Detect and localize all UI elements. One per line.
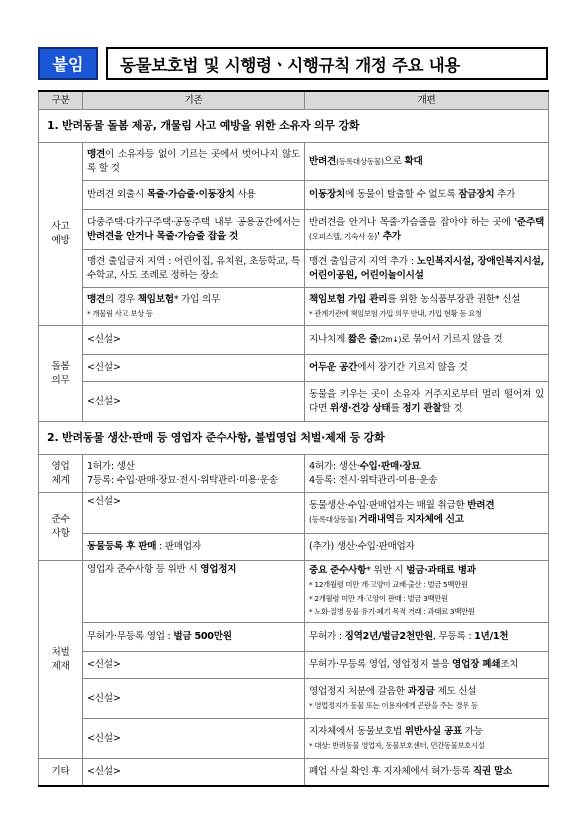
cell-before: 맹견 출입금지 지역 : 어린이집, 유치원, 초등학교, 특수학교, 사도 조례로 정하는 장소 [83,250,305,288]
footnote: * 노화·질병 동물 유기·폐기 목적 거래 : 과태료 3백만원 [309,607,475,617]
cell-before: <신설> [83,493,305,534]
cell-after: 책임보험 가입 관리를 위한 농식품부장관 권한* 신설 * 관계기관에 책임보험 가입 의무 안내, 가입 현황 등 요청 [305,288,549,326]
cell-before: 동물등록 후 판매 : 판매업자 [83,534,305,561]
category-other: 기타 [39,759,83,786]
cell-after: (추가) 생산·수입·판매업자 [305,534,549,561]
table-row [39,181,549,210]
cell-before: <신설> [83,679,305,719]
category-label: 준수 사항 [51,513,70,539]
cell-after: 무허가 : 징역2년/벌금2천만원, 무등록 : 1년/1천 [305,623,549,652]
table-row [39,561,549,623]
table-row [39,493,549,534]
cell-before: <신설> [83,326,305,355]
cell-after: 반려견(등록대상동물)으로 확대 [305,143,549,181]
header-after: 개편 [305,91,549,110]
cell-after: 이동장치에 동물이 탈출할 수 없도록 잠금장치 추가 [305,181,549,210]
table-row [39,759,549,786]
table-row [39,455,549,493]
table-row [39,326,549,355]
cell-after: 폐업 사실 확인 후 지자체에서 허가·등록 직권 말소 [305,759,549,786]
table-row [39,679,549,719]
section-row-2 [39,422,549,455]
cell-after: 무허가·무등록 영업, 영업정지 불응 영업장 폐쇄조치 [305,652,549,679]
table-row [39,719,549,759]
cell-after: 지나치게 짧은 줄(2m↓)로 묶어서 기르지 않을 것 [305,326,549,355]
table-row [39,623,549,652]
cell-before: 다중주택·다가구주택·공동주택 내부 공용공간에서는 반려견을 안거나 목줄·가슴줄 잡을 것 [83,210,305,250]
table-row [39,652,549,679]
category-care [39,326,83,422]
header-before: 기존 [83,91,305,110]
table-row [39,288,549,326]
category-label: 사고 예방 [51,221,70,246]
cell-after: 반려견을 안거나 목줄·가슴줄을 잡아야 하는 곳에 '준주택(오피스텔, 기숙사 등)' 추가 [305,210,549,250]
cell-before: <신설> [83,759,305,786]
table-row [39,355,549,382]
cell-before: 무허가·무등록 영업 : 벌금 500만원 [83,623,305,652]
footnote: * 대상: 반려동물 영업자, 동물보호센터, 민간동물보호시설 [309,740,485,750]
category-penalty [39,561,83,759]
cell-after: 맹견 출입금지 지역 추가 : 노인복지시설, 장애인복지시설, 어린이공원, 어린이놀이시설 [305,250,549,288]
section-row-1 [39,110,549,143]
cell-before: <신설> [83,652,305,679]
category-label: 영업 체계 [51,460,70,486]
header-category: 구분 [39,91,83,110]
cell-before: <신설> [83,355,305,382]
cell-after: 지자체에서 동물보호법 위반사실 공표 가능 * 대상: 반려동물 영업자, 동물보호센터, 민간동물보호시설 [305,719,549,759]
category-label: 돌봄 의무 [51,360,70,386]
category-business [39,455,83,493]
table-row [39,250,549,288]
cell-before: 반려견 외출시 목줄·가슴줄·이동장치 사용 [83,181,305,210]
cell-after: 4허가: 생산·수입·판매·장묘 4등록: 전시·위탁관리·미용·운송 [305,455,549,493]
footnote: * 영업정지가 동물 또는 이용자에게 곤란을 주는 경우 등 [309,700,478,710]
section-title-1: 1. 반려동물 돌봄 제공, 개물림 사고 예방을 위한 소유자 의무 강화 [39,110,549,143]
table-header-row [39,91,549,110]
table-row [39,382,549,422]
category-compliance [39,493,83,561]
cell-before: 맹견의 경우 책임보험* 가입 의무 * 개물림 사고 보상 등 [83,288,305,326]
footnote: * 12개월령 미만 개·고양이 교배·출산 : 벌금 5백만원 [309,579,468,589]
cell-before: <신설> [83,382,305,422]
cell-after: 동물을 키우는 곳이 소유자 거주지로부터 멀리 떨어져 있다면 위생·건강 상태를 정기 관찰할 것 [305,382,549,422]
table-row [39,143,549,181]
cell-before: 맹견이 소유자등 없이 기르는 곳에서 벗어나지 않도록 할 것 [83,143,305,181]
footnote: * 관계기관에 책임보험 가입 의무 안내, 가입 현황 등 요청 [309,308,482,318]
category-accident [39,143,83,326]
cell-after: 동물생산·수입·판매업자는 매월 취급한 반려견 (등록대상동물) 거래내역을 지자체에 신고 [305,493,549,534]
cell-after: 어두운 공간에서 장기간 기르지 않을 것 [305,355,549,382]
cell-after: 중요 준수사항* 위반 시 벌금·과태료 병과 * 12개월령 미만 개·고양이 교배·출산 : 벌금 5백만원 * 2개월령 미만 개·고양이 판매 : 벌금 3백만원 * 노화·질병 동물 유기·폐기 목적 거래 : 과태료 3백만원 [305,561,549,623]
cell-after: 영업정지 처분에 갈음한 과징금 제도 신설 * 영업정지가 동물 또는 이용자에게 곤란을 주는 경우 등 [305,679,549,719]
category-label: 처벌 제재 [51,646,70,672]
cell-before: 1허가: 생산 7등록: 수입·판매·장묘·전시·위탁관리·미용·운송 [83,455,305,493]
section-title-2: 2. 반려동물 생산·판매 등 영업자 준수사항, 불법영업 처벌·제재 등 강화 [39,422,549,455]
cell-before: 영업자 준수사항 등 위반 시 영업정지 [83,561,305,623]
table-row [39,534,549,561]
cell-before: <신설> [83,719,305,759]
footnote: * 2개월령 미만 개·고양이 판매 : 벌금 3백만원 [309,593,448,603]
title-row [38,47,548,80]
footnote: * 개물림 사고 보상 등 [87,308,153,318]
table-row [39,210,549,250]
comparison-table [38,90,549,787]
document-title: 동물보호법 및 시행령ㆍ시행규칙 개정 주요 내용 [106,47,548,80]
attachment-tag: 붙임 [38,47,98,80]
